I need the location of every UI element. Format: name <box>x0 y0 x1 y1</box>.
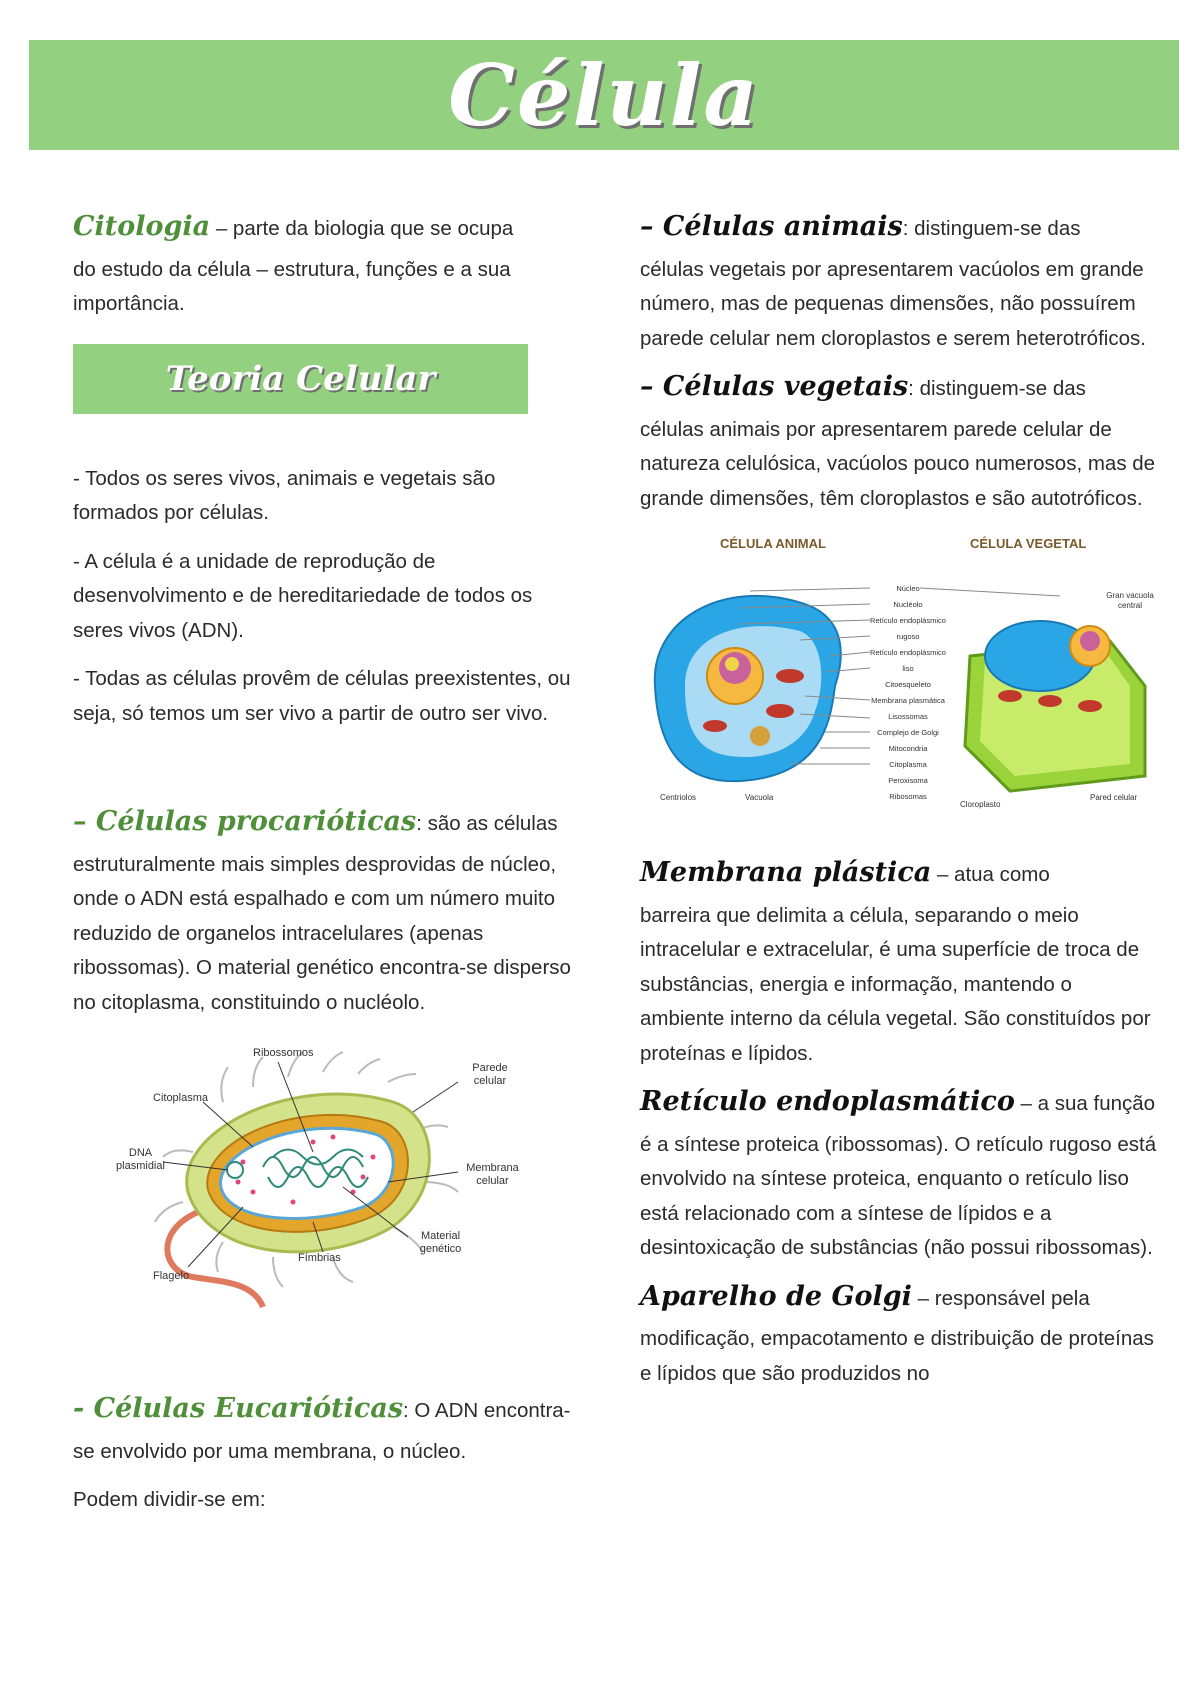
golgi-text: modificação, empacotamento e distribuição de proteínas e lípidos que são produzidos no <box>640 1327 1154 1385</box>
organelle-label: Núcleo <box>896 584 920 593</box>
golgi-term: Aparelho de Golgi <box>640 1280 912 1312</box>
eucariotica-line1: : O ADN encontra- <box>403 1399 571 1422</box>
reticulo-text: é a síntese proteica (ribossomas). O retículo rugoso está envolvido na síntese proteica, enquanto o retículo liso está relacionado com a síntese de lípidos e a desintoxicação de substâncias (não possui ribossomas). <box>640 1132 1157 1259</box>
membrana-text: barreira que delimita a célula, separando o meio intracelular e extracelular, é uma superfície de troca de substâncias, energia e informação, mantendo o ambiente interno da célula vegetal. São constituídos por proteínas e lípidos. <box>640 903 1151 1065</box>
organelle-label-list <box>868 581 948 805</box>
dividir-text: Podem dividir-se em: <box>73 1488 266 1511</box>
label-gran-vacuola: Gran vacuola central <box>1106 591 1154 610</box>
teoria-celular-title: Teoria Celular <box>165 358 436 399</box>
animais-text: células vegetais por apresentarem vacúolos em grande número, mas de pequenas dimensões, não possuírem parede celular nem cloroplastos e serem heterotróficos. <box>640 257 1146 350</box>
organelle-label: Citoplasma <box>889 760 927 769</box>
organelle-label: Retículo endoplásmico liso <box>870 648 946 673</box>
organelle-label: Ribosomas <box>889 792 927 801</box>
membrana-line1: – atua como <box>931 863 1050 886</box>
label-flagelo: Flagelo <box>153 1270 190 1282</box>
membrana-paragraph <box>640 856 1160 1071</box>
organelle-label: Membrana plasmática <box>871 696 945 705</box>
golgi-paragraph <box>640 1280 1160 1392</box>
reticulo-paragraph <box>640 1085 1160 1266</box>
golgi-line1: – responsável pela <box>911 1286 1090 1310</box>
label-fimbrias: Fímbrias <box>298 1252 341 1264</box>
label-citoplasma: Citoplasma <box>153 1092 209 1104</box>
eucariotica-paragraph <box>73 1392 573 1469</box>
membrana-term: Membrana plástica <box>640 857 932 888</box>
procariotica-term: Células procarióticas <box>95 806 417 837</box>
organelle-label: Mitocondria <box>888 744 928 753</box>
organelle-label: Lisossomas <box>888 712 928 721</box>
teoria-celular-banner <box>73 344 528 414</box>
separator: – <box>210 217 233 240</box>
label-dna: DNA plasmidial <box>116 1147 165 1172</box>
label-centriolos: Centriolos <box>660 793 697 802</box>
organelle-label: Complejo de Golgi <box>877 728 939 737</box>
eucariotica-prefix: - <box>73 1393 94 1424</box>
label-vacuola: Vacuola <box>745 793 774 802</box>
eucariotica-term: Células Eucarióticas <box>93 1393 404 1424</box>
teoria-item: - Todos os seres vivos, animais e vegetais são formados por células. <box>73 466 496 524</box>
vegetais-term: Células vegetais <box>662 371 909 402</box>
title-banner <box>29 40 1179 150</box>
head-vegetal: CÉLULA VEGETAL <box>970 536 1087 551</box>
citologia-term: Citologia <box>73 211 211 242</box>
organelle-label: Retículo endoplásmico rugoso <box>870 616 946 641</box>
eucariotica-text: se envolvido por uma membrana, o núcleo. <box>73 1439 467 1463</box>
procariotica-paragraph <box>73 805 573 1020</box>
left-column <box>73 210 573 1532</box>
animais-line1: : distinguem-se das <box>902 217 1081 240</box>
teoria-item: - A célula é a unidade de reprodução de desenvolvimento e de hereditariedade de todos os seres vivos (ADN). <box>73 549 533 642</box>
procariotica-prefix: – <box>73 806 96 837</box>
vegetais-paragraph <box>640 370 1160 516</box>
label-parede: Parede celular <box>472 1062 508 1087</box>
vegetais-prefix: – <box>640 371 663 402</box>
animais-prefix: – <box>640 211 663 242</box>
procariotica-text: estruturalmente mais simples desprovidas de núcleo, onde o ADN está espalhado e com um número muito reduzido de organelos intracelulares (apenas ribossomas). O material genético encontra-se disperso no citoplasma, constituindo o nucléolo. <box>73 852 571 1014</box>
procariotica-line1: : são as células <box>416 812 558 835</box>
reticulo-term: Retículo endoplasmático <box>640 1086 1015 1117</box>
right-column <box>640 210 1160 1405</box>
label-material: Material genético <box>419 1230 462 1255</box>
organelle-label: Nucléolo <box>893 600 923 609</box>
vegetais-text: células animais por apresentarem parede celular de natureza celulósica, vacúolos pouco numerosos, mas de grande dimensões, têm cloroplastos e são autotróficos. <box>640 417 1156 510</box>
citologia-text-2: do estudo da célula – estrutura, funções e a sua importância. <box>73 257 511 315</box>
bacteria-figure <box>113 1042 533 1312</box>
page-title: Célula <box>448 45 760 145</box>
citologia-text-1: parte da biologia que se ocupa <box>232 217 514 240</box>
organelle-label: Citoesqueleto <box>885 680 931 689</box>
label-cloroplasto: Cloroplasto <box>960 800 1001 809</box>
citologia-paragraph <box>73 210 573 322</box>
organelle-label: Peroxisoma <box>888 776 928 785</box>
animais-term: Células animais <box>662 211 903 242</box>
reticulo-line1: – a sua função <box>1014 1092 1156 1115</box>
label-ribossomos: Ribossomos <box>253 1047 314 1059</box>
label-membrana: Membrana celular <box>466 1162 519 1187</box>
cell-diagram-figure <box>640 536 1160 816</box>
label-pared: Pared celular <box>1090 793 1138 802</box>
head-animal: CÉLULA ANIMAL <box>720 536 826 551</box>
vegetais-line1: : distinguem-se das <box>908 377 1086 400</box>
animais-paragraph <box>640 210 1160 356</box>
teoria-item: - Todas as células provêm de células preexistentes, ou seja, só temos um ser vivo a partir de outro ser vivo. <box>73 667 571 725</box>
